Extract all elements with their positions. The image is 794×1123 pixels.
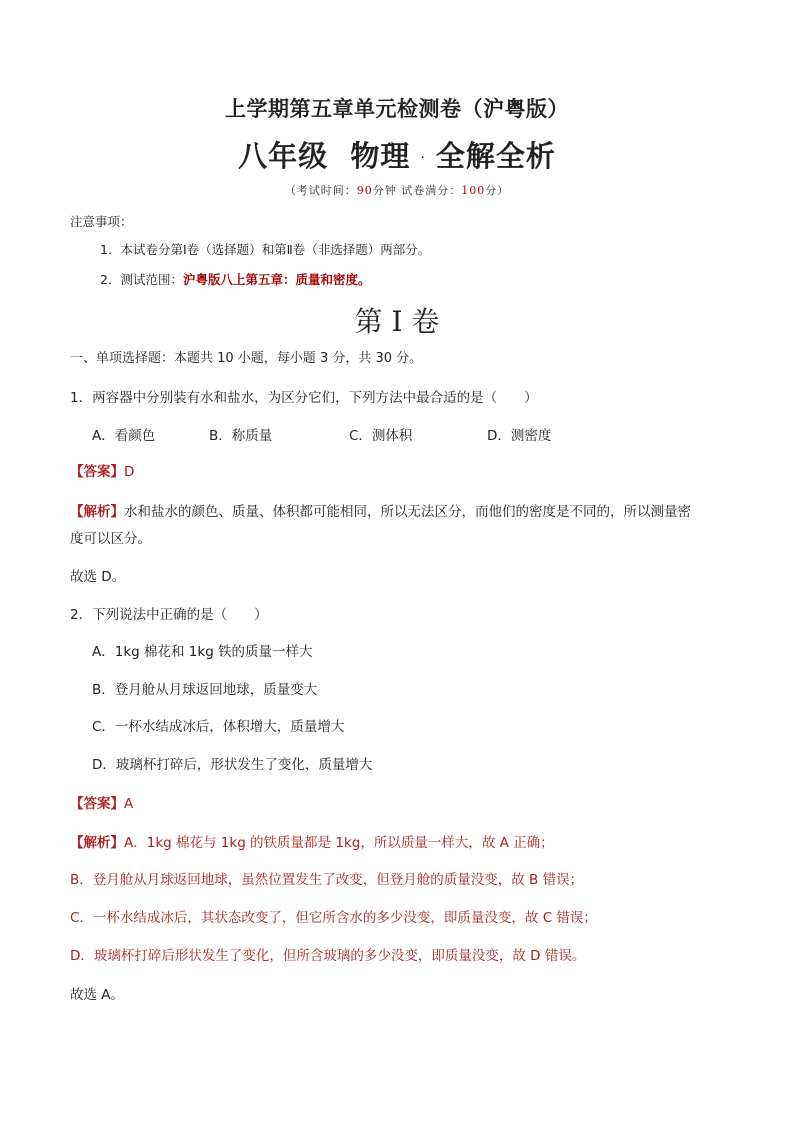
question-2-analysis-d: D．玻璃杯打碎后形状发生了变化，但所含玻璃的多少没变，即质量没变，故 D 错误。	[70, 948, 586, 964]
question-1-option-a: A．看颜色	[92, 428, 156, 444]
document-subtitle	[0, 134, 794, 175]
question-1-conclusion: 故选 D。	[70, 569, 126, 585]
question-2-analysis-c: C．一杯水结成冰后，其状态改变了，但它所含水的多少没变，即质量没变，故 C 错误；	[70, 910, 597, 926]
question-2-option-b: B．登月舱从月球返回地球，质量变大	[92, 682, 318, 698]
notice-heading: 注意事项：	[70, 214, 133, 229]
question-1-option-d: D．测密度	[487, 428, 552, 444]
notice-item-2: 2．测试范围：沪粤版八上第五章：质量和密度。	[100, 272, 371, 287]
section-title: 第 I 卷	[354, 305, 440, 338]
grade-label: 八年级	[238, 139, 329, 173]
part-heading: 一、单项选择题：本题共 10 小题，每小题 3 分，共 30 分。	[70, 351, 423, 366]
separator-dot: ·	[420, 150, 426, 166]
question-1-option-b: B．称质量	[209, 428, 273, 444]
notice-item-1: 1．本试卷分第Ⅰ卷（选择题）和第Ⅱ卷（非选择题）两部分。	[100, 242, 431, 257]
document-title: 上学期第五章单元检测卷（沪粤版）	[225, 97, 569, 121]
exam-score: 100	[461, 184, 486, 197]
test-scope: 沪粤版八上第五章：质量和密度。	[182, 272, 371, 287]
question-2-analysis-b: B．登月舱从月球返回地球，虽然位置发生了改变，但登月舱的质量没变，故 B 错误；	[70, 872, 584, 888]
question-2-option-a: A．1kg 棉花和 1kg 铁的质量一样大	[92, 644, 313, 660]
question-2-stem: 2．下列说法中正确的是（ ）	[70, 607, 268, 623]
question-2-answer: 【答案】A	[70, 796, 134, 812]
question-1-answer: 【答案】D	[70, 464, 135, 480]
analysis-label: 全解全析	[435, 139, 556, 173]
exam-info: （考试时间：90分钟 试卷满分：100分）	[284, 184, 510, 197]
exam-time: 90	[356, 184, 373, 197]
question-2-option-c: C．一杯水结成冰后，体积增大，质量增大	[92, 719, 345, 735]
question-1-analysis-cont: 度可以区分。	[70, 531, 151, 547]
question-2-option-d: D．玻璃杯打碎后，形状发生了变化，质量增大	[92, 757, 373, 773]
question-2-analysis-a: 【解析】A．1kg 棉花与 1kg 的铁质量都是 1kg，所以质量一样大，故 A 正确；	[70, 835, 554, 851]
subject-label: 物理	[350, 139, 411, 173]
question-1-option-c: C．测体积	[349, 428, 413, 444]
question-1-analysis: 【解析】水和盐水的颜色、质量、体积都可能相同，所以无法区分，而他们的密度是不同的，所以测量密	[70, 504, 691, 520]
question-1-stem: 1．两容器中分别装有水和盐水，为区分它们，下列方法中最合适的是（ ）	[70, 390, 538, 406]
question-2-conclusion: 故选 A。	[70, 987, 125, 1003]
